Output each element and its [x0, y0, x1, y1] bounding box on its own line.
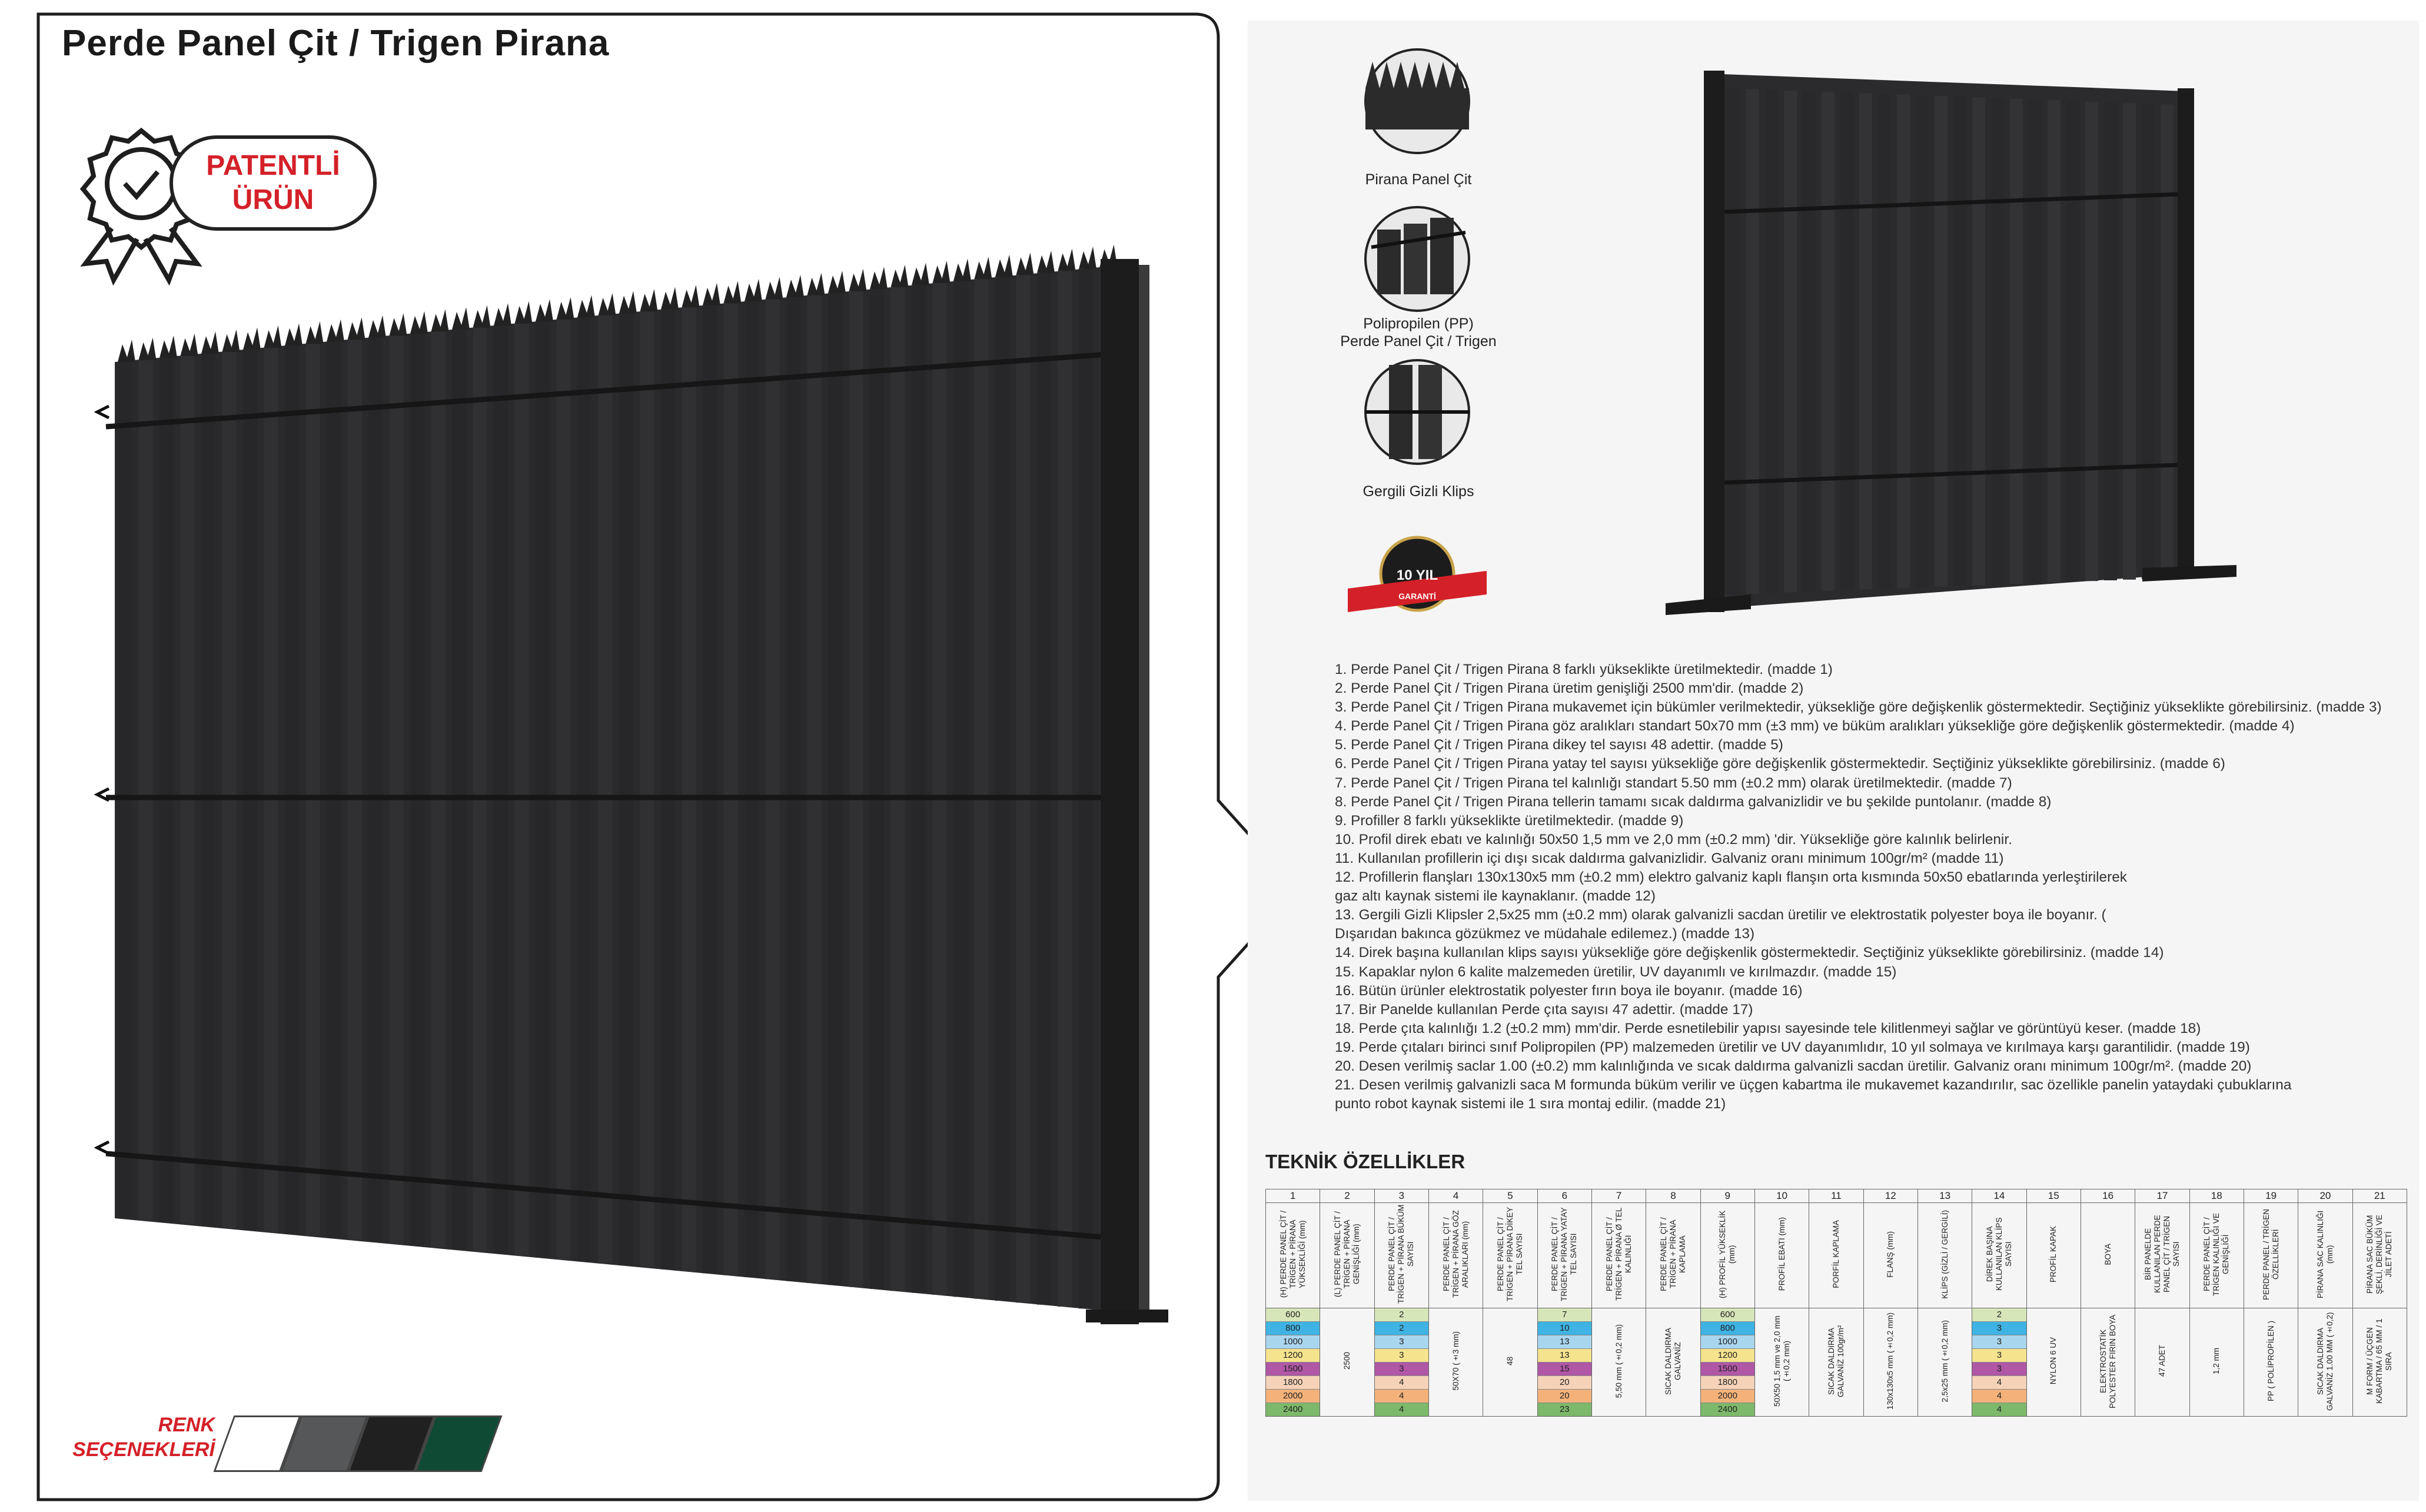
spec-col-header-text: PERDE PANEL ÇİT / TRİGEN + PİRANA BÜKÜM SAYISI — [1387, 1204, 1415, 1304]
spec-col-header — [1483, 1203, 1537, 1308]
inset-label-pirana — [1324, 171, 1513, 188]
spec-value: 20 — [1538, 1390, 1591, 1403]
spec-col-number: 20 — [2298, 1189, 2352, 1203]
spec-col-header — [1646, 1203, 1700, 1308]
spec-value: 1800 — [1701, 1376, 1754, 1390]
spec-col-number: 14 — [1972, 1189, 2026, 1203]
spec-col-header-text: (H) PERDE PANEL ÇİT / TRİGEN + PİRANA YÜKSEKLİĞİ (mm) — [1278, 1210, 1307, 1298]
spec-value: 3 — [1375, 1349, 1428, 1363]
spec-col-header-text: PROFİL KAPAK — [2049, 1225, 2058, 1283]
inset-label-line: Polipropilen (PP) — [1363, 315, 1474, 332]
spec-col-header — [2352, 1203, 2407, 1308]
spec-value: ELEKTROSTATİK POLYESTER FIRIN BOYA — [2098, 1314, 2117, 1408]
spec-col-number: 8 — [1646, 1189, 1700, 1203]
spec-value: NYLON 6 UV — [2049, 1337, 2058, 1385]
spec-col-header — [1374, 1203, 1428, 1308]
spec-col-header — [1754, 1203, 1809, 1308]
color-options-line-1: RENK — [158, 1414, 215, 1436]
spec-value: 2 — [1972, 1308, 2026, 1322]
spec-col-header — [2026, 1203, 2081, 1308]
spec-col-header — [1591, 1203, 1646, 1308]
spec-value: 600 — [1266, 1308, 1320, 1322]
spec-value: 20 — [1538, 1376, 1591, 1390]
inset-label-line: Gergili Gizli Klips — [1362, 483, 1474, 500]
color-options-label — [65, 1413, 215, 1462]
spec-value: 1800 — [1266, 1376, 1320, 1390]
spec-value: 50X70 (±3 mm) — [1451, 1331, 1460, 1391]
spec-value: M FORM / ÜÇGEN KABARTMA / 65 MM / 1 SIRA — [2365, 1318, 2394, 1404]
feature-item: Dışarıdan bakınca gözükmez ve müdahale edilemez.) (madde 13) — [1335, 926, 1755, 942]
spec-value: 4 — [1375, 1390, 1428, 1403]
spec-col-header-text: BİR PANELDE KULLANILAN PERDE PANEL ÇİT / TRİGEN SAYISI — [2143, 1215, 2181, 1294]
spec-col-header — [2081, 1203, 2135, 1308]
spec-value: 10 — [1538, 1322, 1591, 1335]
feature-item: 1. Perde Panel Çit / Trigen Pirana 8 farklı yükseklikte üretilmektedir. (madde 1) — [1335, 662, 1833, 677]
spec-value: SICAK DALDIRMA GALVANİZ — [1663, 1327, 1682, 1395]
spec-col-header — [1972, 1203, 2026, 1308]
spec-col-header-text: PİRANA SAC KALINLIĞI (mm) — [2315, 1210, 2334, 1298]
spec-col-number: 19 — [2244, 1189, 2298, 1203]
spec-value: 4 — [1972, 1390, 2026, 1403]
spec-col-number: 4 — [1428, 1189, 1483, 1203]
spec-col-number: 12 — [1863, 1189, 1917, 1203]
spec-value: 1000 — [1266, 1335, 1320, 1349]
inset-label-clip — [1324, 483, 1513, 500]
spec-value: 5,50 mm (±0,2 mm) — [1614, 1324, 1623, 1398]
fence-product-photo — [1666, 71, 2236, 615]
spec-cell-perde_sayisi — [2135, 1308, 2189, 1417]
spec-col-number: 13 — [1917, 1189, 1972, 1203]
spec-col-number: 9 — [1700, 1189, 1754, 1203]
spec-cell-sac_bukum — [2352, 1308, 2407, 1417]
spec-col-number: 17 — [2135, 1189, 2189, 1203]
spec-col-number: 6 — [1537, 1189, 1591, 1203]
spec-cell-perde_ozellik — [2244, 1308, 2298, 1417]
spec-col-number: 11 — [1809, 1189, 1863, 1203]
feature-item: 8. Perde Panel Çit / Trigen Pirana tellerin tamamı sıcak daldırma galvanizlidir ve bu şekilde puntolanır. (madde 8) — [1335, 793, 2052, 810]
feature-item: 10. Profil direk ebatı ve kalınlığı 50x50 1,5 mm ve 2,0 mm (±0.2 mm) 'dir. Yüksekliğe göre kalınlık belirlenir. — [1335, 831, 2012, 848]
spec-col-header-text: PERDE PANEL ÇİT / TRİGEN + PİRANA GÖZ ARALIKLARI (mm) — [1441, 1210, 1470, 1298]
spec-col-header-text: PROFİL EBATI (mm) — [1777, 1217, 1786, 1291]
feature-item: 6. Perde Panel Çit / Trigen Pirana yatay tel sayısı yüksekliğe göre değişkenlik göstermektedir. Seçtiğiniz yükseklikte görebilirsiniz. (madde 6) — [1335, 756, 2225, 772]
fence-panel-illustration — [97, 244, 1168, 1324]
spec-title: TEKNİK ÖZELLİKLER — [1265, 1151, 1465, 1172]
spec-value: 130x130x5 mm (±0,2 mm) — [1886, 1312, 1895, 1410]
spec-col-number: 18 — [2189, 1189, 2244, 1203]
spec-cell-sac_kalinlik — [2298, 1308, 2352, 1417]
inset-label-pp — [1324, 315, 1513, 350]
spec-col-number: 10 — [1754, 1189, 1809, 1203]
spec-col-number: 16 — [2081, 1189, 2135, 1203]
spec-value: 13 — [1538, 1335, 1591, 1349]
spec-col-number: 21 — [2352, 1189, 2407, 1203]
spec-col-header — [1700, 1203, 1754, 1308]
patent-badge-pill — [170, 135, 377, 231]
spec-col-header-text: FLANŞ (mm) — [1886, 1231, 1895, 1278]
spec-value: 4 — [1375, 1403, 1428, 1416]
spec-col-header — [1266, 1203, 1320, 1308]
spec-value: 3 — [1375, 1363, 1428, 1376]
spec-col-header-text: PERDE PANEL ÇİT / TRİGEN + PİRANA KAPLAMA — [1659, 1217, 1687, 1291]
feature-item: 7. Perde Panel Çit / Trigen Pirana tel kalınlığı standart 5.50 mm (±0.2 mm) olarak üretilmektedir. (madde 7) — [1335, 775, 2012, 791]
spec-col-header-text: PERDE PANEL / TRİGEN ÖZELLİKLERİ — [2261, 1208, 2280, 1300]
feature-list — [1335, 660, 2418, 1114]
spec-cell-kaplama — [1646, 1308, 1700, 1417]
spec-col-number: 2 — [1320, 1189, 1374, 1203]
feature-item: 17. Bir Panelde kullanılan Perde çıta sayısı 47 adettir. (madde 17) — [1335, 1001, 1753, 1018]
feature-item: 21. Desen verilmiş galvanizli saca M formunda büküm verilir ve üçgen kabartma ile mukavemet kazandırılır, sac özellikle panelin yataydaki çubuklarına — [1335, 1077, 2292, 1094]
spec-value: 1,2 mm — [2212, 1347, 2221, 1374]
spec-col-header-text: BOYA — [2103, 1243, 2112, 1265]
spec-cell-kapak — [2026, 1308, 2081, 1417]
feature-item: gaz altı kaynak sistemi ile kaynaklanır. (madde 12) — [1335, 888, 1656, 905]
color-options-line-2: SEÇENEKLERİ — [72, 1438, 215, 1461]
spec-value: SICAK DALDIRMA GALVANİZ 1.00 MM (±0,2) — [2315, 1311, 2334, 1411]
feature-item: 16. Bütün ürünler elektrostatik polyester fırın boya ile boyanır. (madde 16) — [1335, 982, 1803, 999]
warranty-years: 10 YIL — [1396, 567, 1438, 583]
feature-item: 14. Direk başına kullanılan klips sayısı yüksekliğe göre değişkenlik göstermektedir. Seçtiğiniz yükseklikte görebilirsiniz. (madde 14) — [1335, 945, 2164, 961]
spec-table — [1265, 1189, 2407, 1417]
spec-value: 3 — [1375, 1335, 1428, 1349]
spec-col-header — [2298, 1203, 2352, 1308]
feature-item: 11. Kullanılan profillerin içi dışı sıcak daldırma galvanizlidir. Galvaniz oranı minimum 100gr/m² (madde 11) — [1335, 850, 2004, 866]
spec-value: 47 ADET — [2157, 1345, 2166, 1377]
spec-value: 2400 — [1701, 1403, 1754, 1416]
spec-col-number: 3 — [1374, 1189, 1428, 1203]
spec-col-header — [1428, 1203, 1483, 1308]
spec-cell-profil_yukseklik — [1700, 1308, 1754, 1417]
spec-col-header — [1809, 1203, 1863, 1308]
spec-value: 1500 — [1701, 1363, 1754, 1376]
spec-value: 3 — [1972, 1335, 2026, 1349]
spec-cell-flans — [1863, 1308, 1917, 1417]
spec-col-header-text: PERDE PANEL ÇİT / TRİGEN + PİRANA Ø TEL KALINLIĞI — [1604, 1207, 1633, 1301]
spec-cell-klips_sayisi — [1972, 1308, 2026, 1417]
spec-value: 23 — [1538, 1403, 1591, 1416]
spec-col-number: 1 — [1266, 1189, 1320, 1203]
spec-col-header-text: KLİPS (GİZLİ / GERGİLİ) — [1940, 1209, 1949, 1299]
feature-item: 20. Desen verilmiş saclar 1.00 (±0.2) mm kalınlığında ve sıcak daldırma galvanizli sacdan üretilir. Galvaniz oranı minimum 100gr/m². (madde 20) — [1335, 1058, 2252, 1074]
spec-value: 800 — [1266, 1322, 1320, 1335]
spec-cell-heights — [1266, 1308, 1320, 1417]
spec-col-header-text: DİREK BAŞINA KULLANILAN KLİPS SAYISI — [1985, 1217, 2013, 1291]
inset-pp-slat-icon — [1365, 207, 1469, 311]
spec-value: 800 — [1701, 1322, 1754, 1335]
spec-value: 2500 — [1342, 1352, 1351, 1370]
spec-cell-dikey — [1483, 1308, 1537, 1417]
spec-value: 2 — [1375, 1308, 1428, 1322]
spec-value: PP ( POLİPROPİLEN ) — [2266, 1320, 2275, 1402]
feature-item: 12. Profillerin flanşları 130x130x5 mm (±0.2 mm) elektro galvaniz kaplı flanşın orta kısmında 50x50 ebatlarında yerleştirilerek — [1335, 869, 2127, 886]
spec-value: 1000 — [1701, 1335, 1754, 1349]
spec-col-header-text: PERDE PANEL ÇİT / TRİGEN + PİRANA YATAY TEL SAYISI — [1550, 1207, 1578, 1301]
spec-col-header-text: PERDE PANEL ÇİT / TRİGEN + PİRANA DİKEY TEL SAYISI — [1496, 1207, 1524, 1302]
spec-col-header — [2189, 1203, 2244, 1308]
feature-item: 18. Perde çıta kalınlığı 1.2 (±0.2 mm) mm'dir. Perde esnetilebilir yapısı sayesinde tele kilitlenmeyi sağlar ve görüntüyü keser. (madde 18) — [1335, 1020, 2201, 1036]
patent-badge — [75, 124, 381, 265]
inset-label-line: Perde Panel Çit / Trigen — [1340, 333, 1497, 350]
spec-col-header — [1863, 1203, 1917, 1308]
feature-item: 15. Kapaklar nylon 6 kalite malzemeden üretilir, UV dayanımlı ve kırılmazdır. (madde 15) — [1335, 963, 1897, 980]
spec-value: 3 — [1972, 1322, 2026, 1335]
spec-col-header — [2244, 1203, 2298, 1308]
spec-value: 2000 — [1701, 1390, 1754, 1403]
feature-item: 13. Gergili Gizli Klipsler 2,5x25 mm (±0.2 mm) olarak galvanizli sacdan üretilir ve elektrostatik polyester boya ile boyanır. ( — [1335, 907, 2106, 923]
feature-item: 5. Perde Panel Çit / Trigen Pirana dikey tel sayısı 48 adettir. (madde 5) — [1335, 737, 1783, 753]
warranty-text: GARANTİ — [1398, 591, 1436, 601]
spec-col-number: 15 — [2026, 1189, 2081, 1203]
inset-label-line: Pirana Panel Çit — [1365, 171, 1472, 188]
spec-cell-boya — [2081, 1308, 2135, 1417]
feature-item: punto robot kaynak sistemi ile 1 sıra montaj edilir. (madde 21) — [1335, 1096, 1726, 1112]
spec-value: 3 — [1972, 1363, 2026, 1376]
spec-cell-profil_ebati — [1754, 1308, 1809, 1417]
inset-spike-top-icon — [1365, 49, 1469, 153]
feature-item: 19. Perde çıtaları birinci sınıf Polipropilen (PP) malzemeden üretilir ve UV dayanımlıdır, 10 yıl solmaya ve kırılmaya karşı garantilidir. (madde 19) — [1335, 1039, 2250, 1055]
spec-cell-width_value — [1320, 1308, 1374, 1417]
inset-hidden-clip-icon — [1365, 360, 1469, 464]
spec-cell-yatay — [1537, 1308, 1591, 1417]
spec-value: 7 — [1538, 1308, 1591, 1322]
spec-value: 2,5x25 mm (±0,2 mm) — [1940, 1320, 1949, 1403]
spec-value: 4 — [1972, 1403, 2026, 1416]
spec-cell-profil_kaplama — [1809, 1308, 1863, 1417]
spec-value: 50X50 1,5 mm ve 2,0 mm (±0,2 mm) — [1772, 1315, 1791, 1407]
spec-col-header — [1917, 1203, 1972, 1308]
spec-value: 2000 — [1266, 1390, 1320, 1403]
spec-col-header — [1537, 1203, 1591, 1308]
spec-value: 1200 — [1266, 1349, 1320, 1363]
spec-cell-tel_kalinligi — [1591, 1308, 1646, 1417]
spec-value: 2 — [1375, 1322, 1428, 1335]
spec-cell-klips — [1917, 1308, 1972, 1417]
spec-value: 4 — [1972, 1376, 2026, 1390]
spec-col-header-text: (H) PROFİL YÜKSEKLİK (mm) — [1718, 1210, 1737, 1298]
spec-value: 15 — [1538, 1363, 1591, 1376]
spec-cell-goz — [1428, 1308, 1483, 1417]
feature-item: 4. Perde Panel Çit / Trigen Pirana göz aralıkları standart 50x70 mm (±3 mm) ve büküm aralıkları yüksekliğe göre değişkenlik göstermektedir. (madde 4) — [1335, 718, 2295, 735]
spec-col-header — [2135, 1203, 2189, 1308]
badge-line-1: PATENTLİ — [206, 150, 340, 181]
spec-value: 1200 — [1701, 1349, 1754, 1363]
spec-col-header-text: PORFİL KAPLAMA — [1831, 1220, 1840, 1288]
page-title: Perde Panel Çit / Trigen Pirana — [62, 23, 610, 64]
spec-col-header-text: (L) PERDE PANEL ÇİT / TRİGEN + PİRANA GENİŞLİĞİ (mm) — [1332, 1211, 1361, 1298]
feature-item: 2. Perde Panel Çit / Trigen Pirana üretim genişliği 2500 mm'dir. (madde 2) — [1335, 680, 1804, 697]
spec-col-header — [1320, 1203, 1374, 1308]
spec-value: 600 — [1701, 1308, 1754, 1322]
spec-value: 13 — [1538, 1349, 1591, 1363]
spec-value: SICAK DALDIRMA GALVANİZ 100gr/m² — [1826, 1325, 1845, 1397]
spec-cell-perde_kalinlik — [2189, 1308, 2244, 1417]
spec-col-number: 7 — [1591, 1189, 1646, 1203]
spec-col-number: 5 — [1483, 1189, 1537, 1203]
spec-value: 4 — [1375, 1376, 1428, 1390]
spec-col-header-text: PERDE PANEL ÇİT / TRİGEN KALINLIĞI VE GENİŞLİĞİ — [2202, 1212, 2231, 1296]
spec-cell-bukum — [1374, 1308, 1428, 1417]
spec-value: 1500 — [1266, 1363, 1320, 1376]
feature-item: 3. Perde Panel Çit / Trigen Pirana mukavemet için bükümler verilmektedir, yüksekliğe göre değişkenlik göstermektedir. Seçtiğiniz yükseklikte görebilirsiniz. (madde 3) — [1335, 699, 2382, 716]
spec-value: 2400 — [1266, 1403, 1320, 1416]
badge-line-2: ÜRÜN — [232, 184, 314, 215]
feature-item: 9. Profiller 8 farklı yükseklikte üretilmektedir. (madde 9) — [1335, 812, 1684, 829]
spec-col-header-text: PİRANA SAC BÜKÜM ŞEKLİ, DERİNLİĞİ VE JİLET ADETİ — [2365, 1214, 2394, 1294]
spec-value: 48 — [1505, 1356, 1514, 1366]
spec-value: 3 — [1972, 1349, 2026, 1363]
